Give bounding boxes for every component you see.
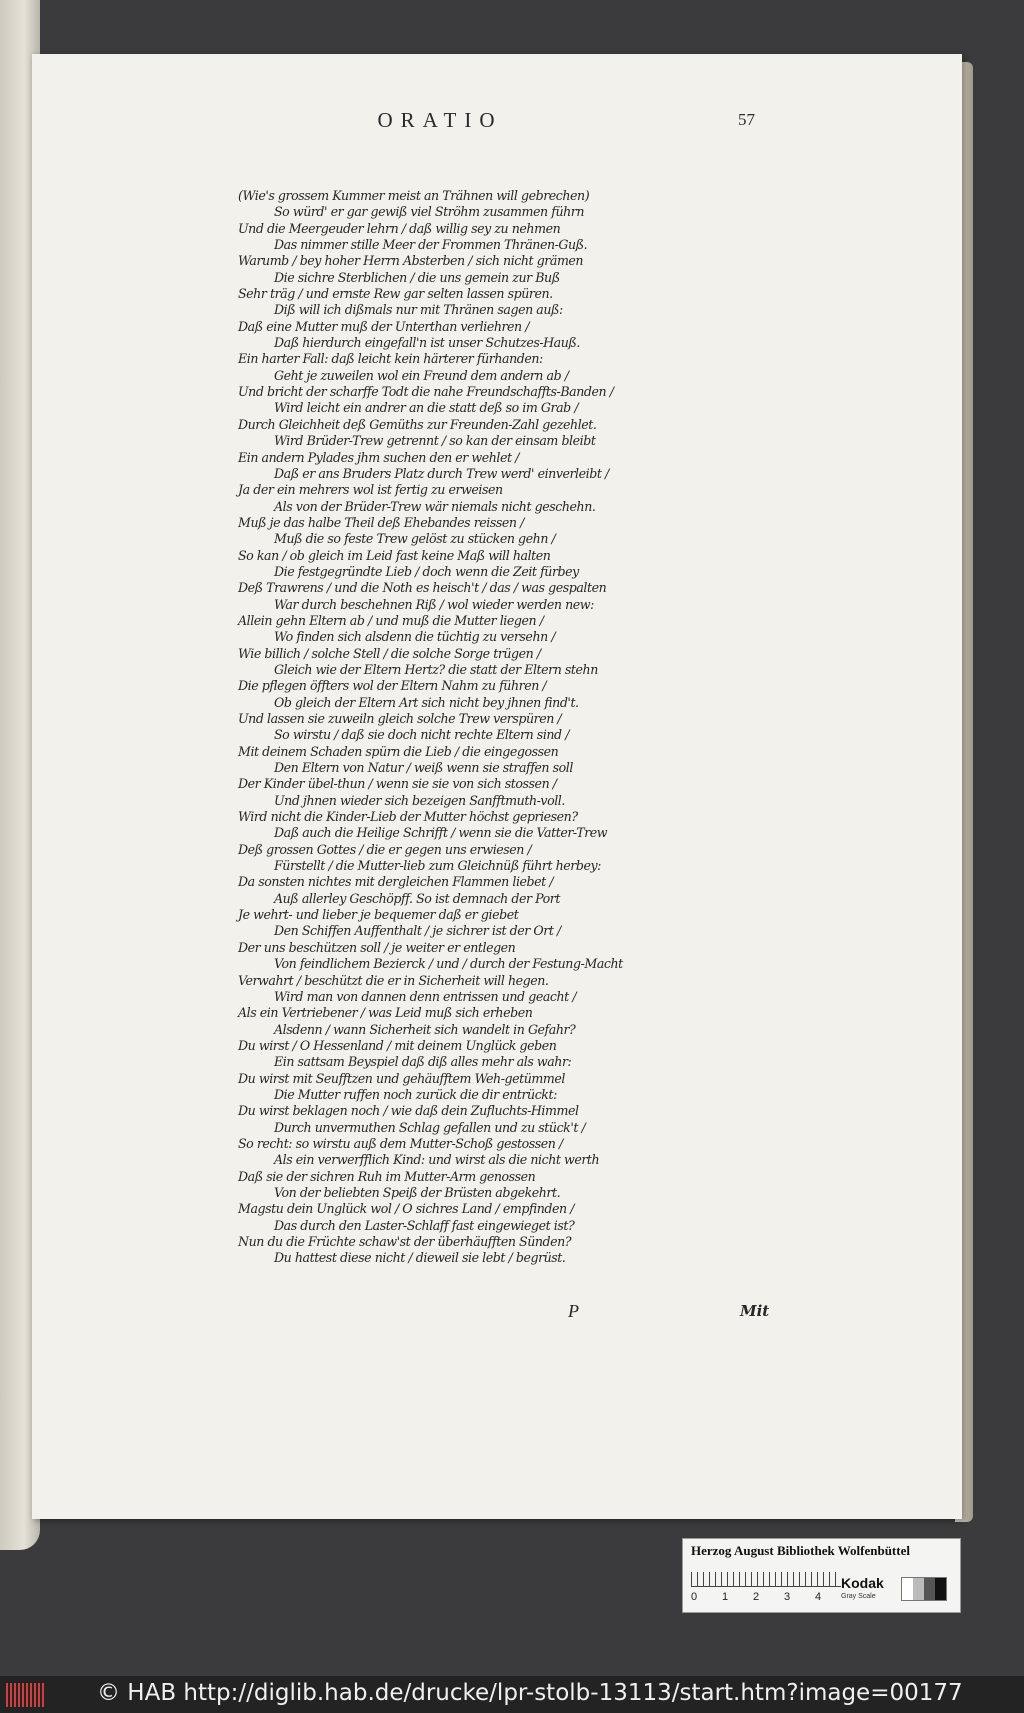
ruler-label: 1 bbox=[722, 1591, 729, 1603]
verse-line: Muß je das halbe Theil deß Ehebandes reissen / bbox=[238, 514, 524, 530]
gray-scale-patches bbox=[901, 1577, 947, 1601]
verse-line: Von feindlichem Bezierck / und / durch der Festung-Macht bbox=[274, 956, 623, 972]
verse-line: Ein andern Pylades jhm suchen den er wehlet / bbox=[238, 449, 519, 465]
page-heading: ORATIO bbox=[377, 108, 503, 132]
verse-line: Daß hierdurch eingefall'n ist unser Schutzes-Hauß. bbox=[274, 335, 580, 351]
verse-line: Auß allerley Geschöpff. So ist demnach der Port bbox=[274, 890, 560, 906]
barcode-icon bbox=[6, 1683, 46, 1707]
scale-ruler bbox=[691, 1572, 841, 1587]
verse-line: Fürstellt / die Mutter-lieb zum Gleichnüß führt herbey: bbox=[274, 858, 601, 874]
gray-scale-label: Gray Scale bbox=[841, 1593, 876, 1600]
ruler-label: 0 bbox=[691, 1591, 698, 1603]
verse-line: War durch beschehnen Riß / wol wieder werden new: bbox=[274, 596, 594, 612]
verse-line: Und lassen sie zuweiln gleich solche Trew verspüren / bbox=[238, 711, 562, 726]
verse-line: Ob gleich der Eltern Art sich nicht bey jhnen find't. bbox=[274, 694, 579, 710]
verse-line: (Wie's grossem Kummer meist an Trähnen will gebrechen) bbox=[238, 188, 590, 203]
verse-line: Deß grossen Gottes / die er gegen uns erwiesen / bbox=[238, 841, 532, 857]
verse-line: Den Schiffen Auffenthalt / je sichrer ist der Ort / bbox=[274, 923, 561, 939]
verse-line: Wird Brüder-Trew getrennt / so kan der einsam bleibt bbox=[274, 433, 596, 449]
verse-line: Du wirst beklagen noch / wie daß dein Zufluchts-Himmel bbox=[238, 1103, 579, 1119]
verse-line: Da sonsten nichtes mit dergleichen Flammen liebet / bbox=[238, 874, 554, 890]
verse-line: Mit deinem Schaden spürn die Lieb / die eingegossen bbox=[238, 743, 559, 759]
verse-line: Die festgegründte Lieb / doch wenn die Zeit fürbey bbox=[274, 563, 579, 579]
verse-line: Ein harter Fall: daß leicht kein härterer fürhanden: bbox=[238, 351, 543, 367]
verse-line: Wie billich / solche Stell / die solche Sorge trügen / bbox=[238, 645, 541, 661]
verse-line: Und bricht der scharffe Todt die nahe Freundschaffts-Banden / bbox=[238, 384, 614, 400]
verse-line: Das durch den Laster-Schlaff fast eingewieget ist? bbox=[274, 1217, 575, 1233]
verse-line: Ein sattsam Beyspiel daß diß alles mehr als wahr: bbox=[274, 1054, 572, 1070]
signature-mark: P bbox=[568, 1301, 579, 1321]
verse-line: Wird man von dannen denn entrissen und geacht / bbox=[274, 988, 577, 1004]
ruler-label: 2 bbox=[753, 1591, 760, 1603]
ruler-label: 3 bbox=[784, 1591, 791, 1603]
verse-line: Als von der Brüder-Trew wär niemals nicht geschehn. bbox=[274, 498, 596, 514]
verse-line: Du wirst / O Hessenland / mit deinem Unglück geben bbox=[238, 1037, 557, 1053]
verse-line: Ja der ein mehrers wol ist fertig zu erweisen bbox=[238, 482, 503, 498]
verse-line: Durch unvermuthen Schlag gefallen und zu stück't / bbox=[274, 1119, 586, 1135]
color-calibration-card bbox=[682, 1538, 961, 1613]
verse-line: Daß auch die Heilige Schrifft / wenn sie die Vatter-Trew bbox=[274, 825, 608, 841]
verse-line: Deß Trawrens / und die Noth es heisch't / das / was gespalten bbox=[238, 580, 607, 596]
verse-line: Warumb / bey hoher Herrn Absterben / sich nicht grämen bbox=[238, 253, 584, 269]
ruler-labels bbox=[691, 1591, 851, 1603]
verse-line: Nun du die Früchte schaw'st der überhäufften Sünden? bbox=[238, 1234, 572, 1249]
verse-line: Der Kinder übel-thun / wenn sie sie von sich stossen / bbox=[238, 776, 557, 792]
verse-line: Und jhnen wieder sich bezeigen Sanfftmuth-voll. bbox=[274, 792, 565, 808]
verse-line: Und die Meergeuder lehrn / daß willig sey zu nehmen bbox=[238, 220, 561, 236]
verse-line: Verwahrt / beschützt die er in Sicherheit will hegen. bbox=[238, 972, 549, 988]
verse-line: Wo finden sich alsdenn die tüchtig zu versehn / bbox=[274, 629, 556, 645]
verse-line: Du wirst mit Seufftzen und gehäufftem Weh-getümmel bbox=[238, 1070, 565, 1086]
page-number: 57 bbox=[738, 110, 755, 129]
verse-line: Allein gehn Eltern ab / und muß die Mutter liegen / bbox=[238, 612, 544, 628]
verse-line: Du hattest diese nicht / dieweil sie lebt / begrüst. bbox=[274, 1250, 566, 1266]
verse-line: Magstu dein Unglück wol / O sichres Land / empfinden / bbox=[238, 1201, 575, 1217]
verse-line: Der uns beschützen soll / je weiter er entlegen bbox=[238, 939, 516, 955]
verse-line: Daß sie der sichren Ruh im Mutter-Arm genossen bbox=[238, 1168, 536, 1184]
verse-line: Diß will ich dißmals nur mit Thränen sagen auß: bbox=[274, 302, 563, 318]
verse-line: Den Eltern von Natur / weiß wenn sie straffen soll bbox=[274, 760, 573, 776]
verse-line: Daß eine Mutter muß der Unterthan verliehren / bbox=[238, 318, 530, 334]
verse-line: So wirstu / daß sie doch nicht rechte Eltern sind / bbox=[274, 727, 570, 743]
footer-bar bbox=[0, 1676, 1024, 1713]
verse-line: So würd' er gar gewiß viel Ströhm zusammen führn bbox=[274, 204, 585, 220]
verse-line: Je wehrt- und lieber je bequemer daß er giebet bbox=[238, 907, 519, 923]
kodak-logo: Kodak bbox=[841, 1575, 884, 1591]
verse-line: So recht: so wirstu auß dem Mutter-Schoß gestossen / bbox=[238, 1135, 563, 1151]
verse-line: Als ein Vertriebener / was Leid muß sich erheben bbox=[238, 1005, 533, 1021]
verse-line: So kan / ob gleich im Leid fast keine Maß will halten bbox=[238, 547, 551, 563]
verse-line: Die sichre Sterblichen / die uns gemein zur Buß bbox=[274, 269, 560, 285]
verse-line: Muß die so feste Trew gelöst zu stücken gehn / bbox=[274, 531, 556, 547]
library-name: Herzog August Bibliothek Wolfenbüttel bbox=[691, 1543, 910, 1558]
verse-line: Als ein verwerfflich Kind: und wirst als die nicht werth bbox=[274, 1152, 600, 1168]
verse-text bbox=[238, 188, 658, 1267]
verse-line: Durch Gleichheit deß Gemüths zur Freunden-Zahl gezehlet. bbox=[238, 416, 597, 432]
verse-line: Das nimmer stille Meer der Frommen Thränen-Guß. bbox=[274, 237, 588, 253]
verse-line: Alsdenn / wann Sicherheit sich wandelt in Gefahr? bbox=[274, 1021, 576, 1037]
verse-line: Wird leicht ein andrer an die statt deß so im Grab / bbox=[274, 400, 579, 416]
ruler-label: 4 bbox=[815, 1591, 822, 1603]
verse-line: Von der beliebten Speiß der Brüsten abgekehrt. bbox=[274, 1184, 561, 1200]
verse-line: Wird nicht die Kinder-Lieb der Mutter höchst gepriesen? bbox=[238, 809, 578, 825]
verse-line: Die pflegen öffters wol der Eltern Nahm zu führen / bbox=[238, 678, 547, 694]
catchword: Mit bbox=[740, 1302, 770, 1320]
verse-line: Sehr träg / und ernste Rew gar selten lassen spüren. bbox=[238, 286, 553, 302]
source-url[interactable]: © HAB http://diglib.hab.de/drucke/lpr-stolb-13113/start.htm?image=00177 bbox=[97, 1680, 963, 1706]
verse-line: Daß er ans Bruders Platz durch Trew werd' einverleibt / bbox=[274, 465, 609, 481]
verse-line: Gleich wie der Eltern Hertz? die statt der Eltern stehn bbox=[274, 661, 598, 677]
verse-line: Die Mutter ruffen noch zurück die dir entrückt: bbox=[274, 1086, 557, 1102]
verse-line: Geht je zuweilen wol ein Freund dem andern ab / bbox=[274, 367, 569, 383]
